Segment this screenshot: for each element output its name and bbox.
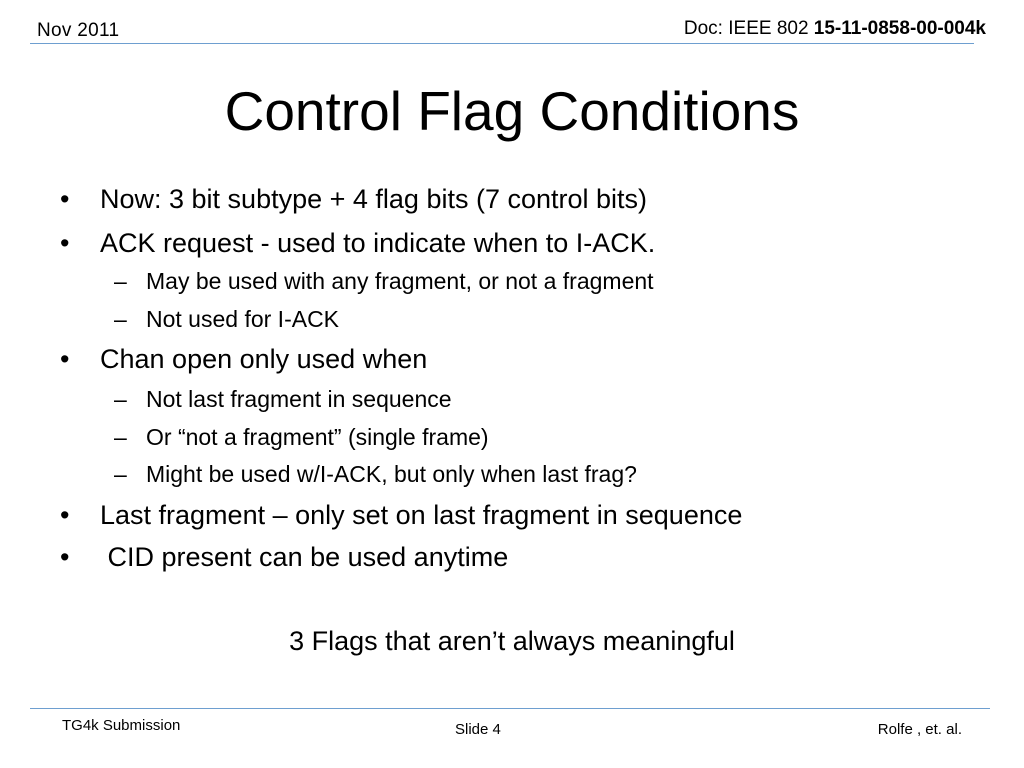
bullet-text: Now: 3 bit subtype + 4 flag bits (7 control bits) — [100, 184, 648, 214]
sub-bullet-text: May be used with any fragment, or not a fragment — [146, 268, 654, 294]
bullet-item — [60, 183, 648, 215]
bullet-text: Last fragment – only set on last fragment in sequence — [100, 500, 743, 530]
slide-title: Control Flag Conditions — [224, 80, 800, 142]
bullet-marker: • — [60, 228, 70, 258]
sub-bullet-item — [114, 305, 340, 333]
bullet-item — [60, 343, 428, 375]
header-date: Nov 2011 — [37, 20, 120, 41]
bullet-marker: • — [60, 344, 70, 374]
bullet-text: CID present can be used anytime — [100, 542, 509, 572]
sub-bullet-item — [114, 423, 489, 451]
bullet-item — [60, 499, 743, 531]
bullet-item — [60, 227, 656, 259]
footer-rule — [30, 708, 990, 709]
bullet-text: Chan open only used when — [100, 344, 428, 374]
sub-bullet-item — [114, 267, 654, 295]
doc-number: 15-11-0858-00-004k — [813, 18, 986, 39]
dash-marker: – — [114, 268, 127, 294]
dash-marker: – — [114, 306, 127, 332]
sub-bullet-item — [114, 385, 452, 413]
footer-authors: Rolfe , et. al. — [877, 721, 962, 738]
dash-marker: – — [114, 461, 127, 487]
dash-marker: – — [114, 424, 127, 450]
bullet-marker: • — [60, 184, 70, 214]
sub-bullet-item — [114, 460, 637, 488]
bullet-marker: • — [60, 542, 70, 572]
footer-slide-number: Slide 4 — [455, 721, 501, 738]
bullet-item — [60, 541, 509, 573]
doc-prefix: Doc: IEEE 802 — [683, 18, 814, 39]
footer-submission: TG4k Submission — [62, 717, 181, 734]
dash-marker: – — [114, 386, 127, 412]
sub-bullet-text: Or “not a fragment” (single frame) — [146, 424, 489, 450]
sub-bullet-text: Not last fragment in sequence — [146, 386, 452, 412]
bullet-text: ACK request - used to indicate when to I-ACK. — [100, 228, 656, 258]
bullet-marker: • — [60, 500, 70, 530]
sub-bullet-text: Not used for I-ACK — [146, 306, 340, 332]
callout-text: 3 Flags that aren’t always meaningful — [289, 626, 735, 656]
sub-bullet-text: Might be used w/I-ACK, but only when last frag? — [146, 461, 637, 487]
